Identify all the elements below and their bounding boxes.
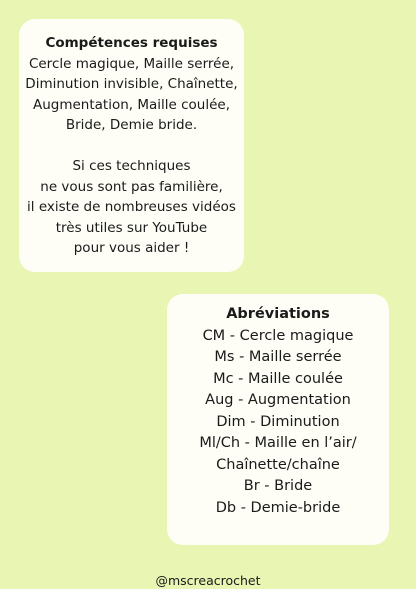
social-handle: @mscreacrochet: [155, 573, 261, 588]
abbreviation-line: Dim - Diminution: [216, 413, 340, 430]
skills-note-line: pour vous aider !: [73, 240, 190, 256]
skills-note-line: ne vous sont pas familière,: [40, 178, 223, 195]
skills-note-line: très utiles sur YouTube: [55, 219, 208, 236]
skills-line: Cercle magique, Maille serrée,: [28, 55, 235, 72]
abbreviation-line: Aug - Augmentation: [205, 392, 351, 408]
abbreviation-line: Ms - Maille serrée: [214, 349, 342, 365]
skills-line: Diminution invisible, Chaînette,: [25, 76, 238, 92]
abbreviations-card: [167, 294, 389, 545]
skills-line: Bride, Demie bride.: [65, 117, 198, 133]
abbreviations-title: Abréviations: [226, 306, 330, 322]
skills-card: [19, 19, 244, 272]
skills-note-line: Si ces techniques: [72, 158, 191, 174]
skills-title: Compétences requises: [45, 35, 218, 51]
abbreviation-line: CM - Cercle magique: [202, 327, 354, 344]
abbreviation-line: Chaînette/chaîne: [216, 456, 340, 473]
skills-note-line: il existe de nombreuses vidéos: [27, 199, 236, 215]
skills-line: Augmentation, Maille coulée,: [32, 96, 231, 113]
abbreviation-line: Mc - Maille coulée: [213, 370, 343, 387]
spacer: [19, 136, 244, 157]
abbreviation-line: Ml/Ch - Maille en l’air/: [199, 435, 357, 451]
abbreviation-line: Br - Bride: [243, 478, 313, 494]
abbreviation-line: Db - Demie-bride: [215, 499, 341, 516]
